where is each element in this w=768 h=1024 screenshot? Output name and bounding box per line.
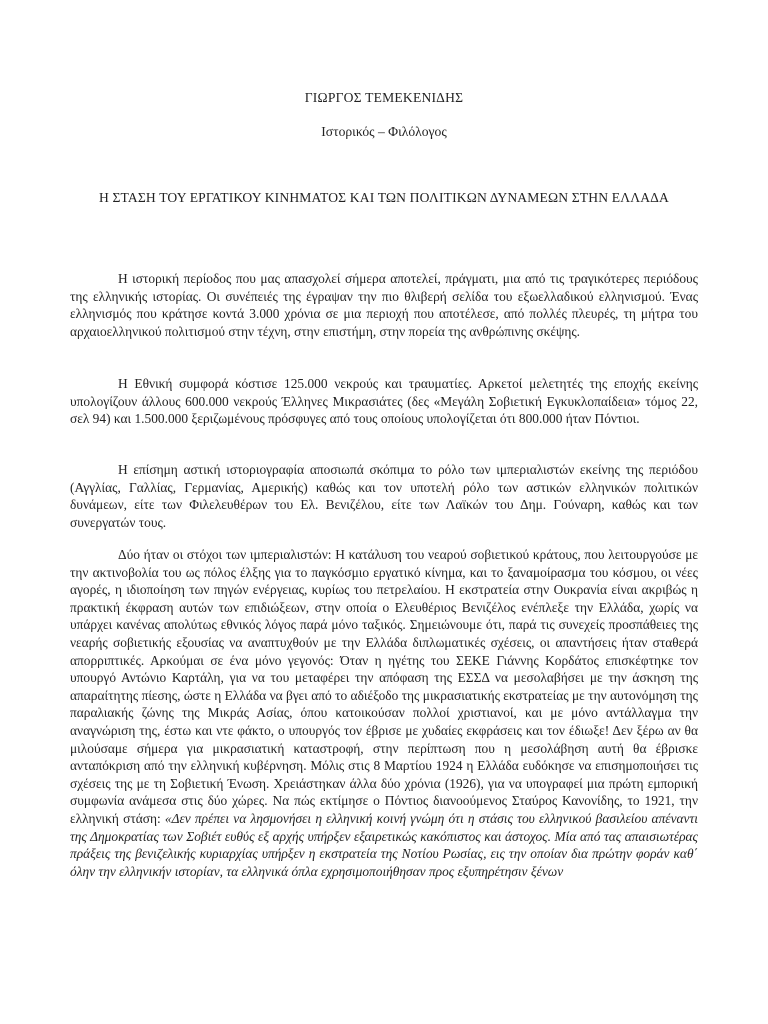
paragraph-3: Η επίσημη αστική ιστοριογραφία αποσιωπά σκόπιμα το ρόλο των ιμπεριαλιστών εκείνης της περιόδου (Αγγλίας, Γαλλίας, Γερμανίας, Αμερικής) καθώς και τον υποτελή ρόλο των αστικών ελληνικών πολιτικών δυνάμεων, είτε των Φιλελευθέρων του Ελ. Βενιζέλου, είτε των Λαϊκών του Δημ. Γούναρη, καθώς και των συνεργατών τους. — [70, 462, 698, 530]
document-title: Η ΣΤΑΣΗ ΤΟΥ ΕΡΓΑΤΙΚΟΥ ΚΙΝΗΜΑΤΟΣ ΚΑΙ ΤΩΝ ΠΟΛΙΤΙΚΩΝ ΔΥΝΑΜΕΩΝ ΣΤΗΝ ΕΛΛΑΔΑ — [98, 190, 670, 205]
quotation: «Δεν πρέπει να λησμονήσει η ελληνική κοινή γνώμη ότι η στάσις του ελληνικού βασιλείου απέναντι της Δημοκρατίας των Σοβιέτ ευθύς εξ αρχής υπήρξεν εξαιρετικώς κακόπιστος και άστοχος. Μία από τας απαισιωτέρας πράξεις της βενιζελικής κυριαρχίας υπήρξεν η εκστρατεία της Νοτίου Ρωσίας, εις την οποίαν δια πρώτην φοράν καθ΄ όλην την ελληνικήν ιστορίαν, τα ελληνικά όπλα εχρησιμοποιήθησαν προς εξυπηρέτησιν ξένων — [70, 810, 698, 879]
paragraph-4 — [70, 546, 698, 880]
author-name: ΓΙΩΡΓΟΣ ΤΕΜΕΚΕΝΙΔΗΣ — [304, 90, 464, 105]
paragraph-1: Η ιστορική περίοδος που μας απασχολεί σήμερα αποτελεί, πράγματι, μια από τις τραγικότερες περιόδους της ελληνικής ιστορίας. Οι συνέπειές της έγραψαν την πιο θλιβερή σελίδα του εξωελλαδικού ελληνισμού. Ένας ελληνισμός που κράτησε κοντά 3.000 χρόνια σε μια περιοχή που αποτέλεσε, από πολλές πλευρές, τη μήτρα του αρχαιοελληνικού πολιτισμού στην τέχνη, στην επιστήμη, στην πορεία της ανθρώπινης σκέψης. — [70, 271, 698, 339]
author-role: Ιστορικός – Φιλόλογος — [321, 124, 447, 139]
paragraph-2: Η Εθνική συμφορά κόστισε 125.000 νεκρούς και τραυματίες. Αρκετοί μελετητές της εποχής εκείνης υπολογίζουν άλλους 600.000 νεκρούς Έλληνες Μικρασιάτες (δες «Μεγάλη Σοβιετική Εγκυκλοπαίδεια» τόμος 22, σελ 94) και 1.500.000 ξεριζωμένους πρόσφυγες από τους οποίους υπολογίζεται ότι 800.000 ήταν Πόντιοι. — [70, 376, 698, 427]
paragraph-4-text: Δύο ήταν οι στόχοι των ιμπεριαλιστών: Η κατάλυση του νεαρού σοβιετικού κράτους, που λειτουργούσε με την ακτινοβολία του ως πόλος έλξης για το παγκόσμιο εργατικό κίνημα, και το ξαναμοίρασμα του κόσμου, οι νέες αγορές, η ιδιοποίηση των πηγών ενέργειας, κυρίως του πετρελαίου. Η εκστρατεία στην Ουκρανία είναι ακριβώς η πρακτική έκφραση αυτών των επιδιώξεων, στην οποία ο Ελευθέριος Βενιζέλος ενέπλεξε την Ελλάδα, χωρίς να υπάρχει κανένας απολύτως εθνικός λόγος παρά μόνο ταξικός. Σημειώνουμε ότι, παρά τις συνεχείς προσπάθειες της νεαρής σοβιετικής εξουσίας να αναπτυχθούν με την Ελλάδα διπλωματικές σχέσεις, οι απαντήσεις ήταν σταθερά απορριπτικές. Αρκούμαι σε ένα μόνο γεγονός: Όταν η ηγέτης του ΣΕΚΕ Γιάννης Κορδάτος επισκέφτηκε τον υπουργό Αντώνιο Καρτάλη, για να του μεταφέρει την απόφαση της ΕΣΣΔ να μεσολαβήσει με την άσκηση της απαραίτητης πίεσης, ώστε η Ελλάδα να βγει από το αδιέξοδο της μικρασιατικής εκστρατείας με την αυτονόμηση της παραλιακής ζώνης της Μικράς Ασίας, όπου κατοικούσαν πολλοί χριστιανοί, και με μόνο αντάλλαγμα την αναγνώριση της, έστω και ντε φάκτο, ο υπουργός τον έβρισε με χυδαίες εκφράσεις και τον έδιωξε! Δεν ξέρω αν θα μιλούσαμε σήμερα για μικρασιατική καταστροφή, στην περίπτωση που η μεσολάβηση αυτή θα έβρισκε ανταπόκριση από την ελληνική κυβέρνηση. Μόλις στις 8 Μαρτίου 1924 η Ελλάδα ευδόκησε να επισημοποιήσει τις σχέσεις της με τη Σοβιετική Ένωση. Χρειάστηκαν άλλα δύο χρόνια (1926), για να υπογραφεί μια πρώτη εμπορική συμφωνία ανάμεσα στις δύο χώρες. Να πώς εκτίμησε ο Πόντιος διανοούμενος Σταύρος Κανονίδης, το 1921, την ελληνική στάση: — [70, 547, 698, 826]
